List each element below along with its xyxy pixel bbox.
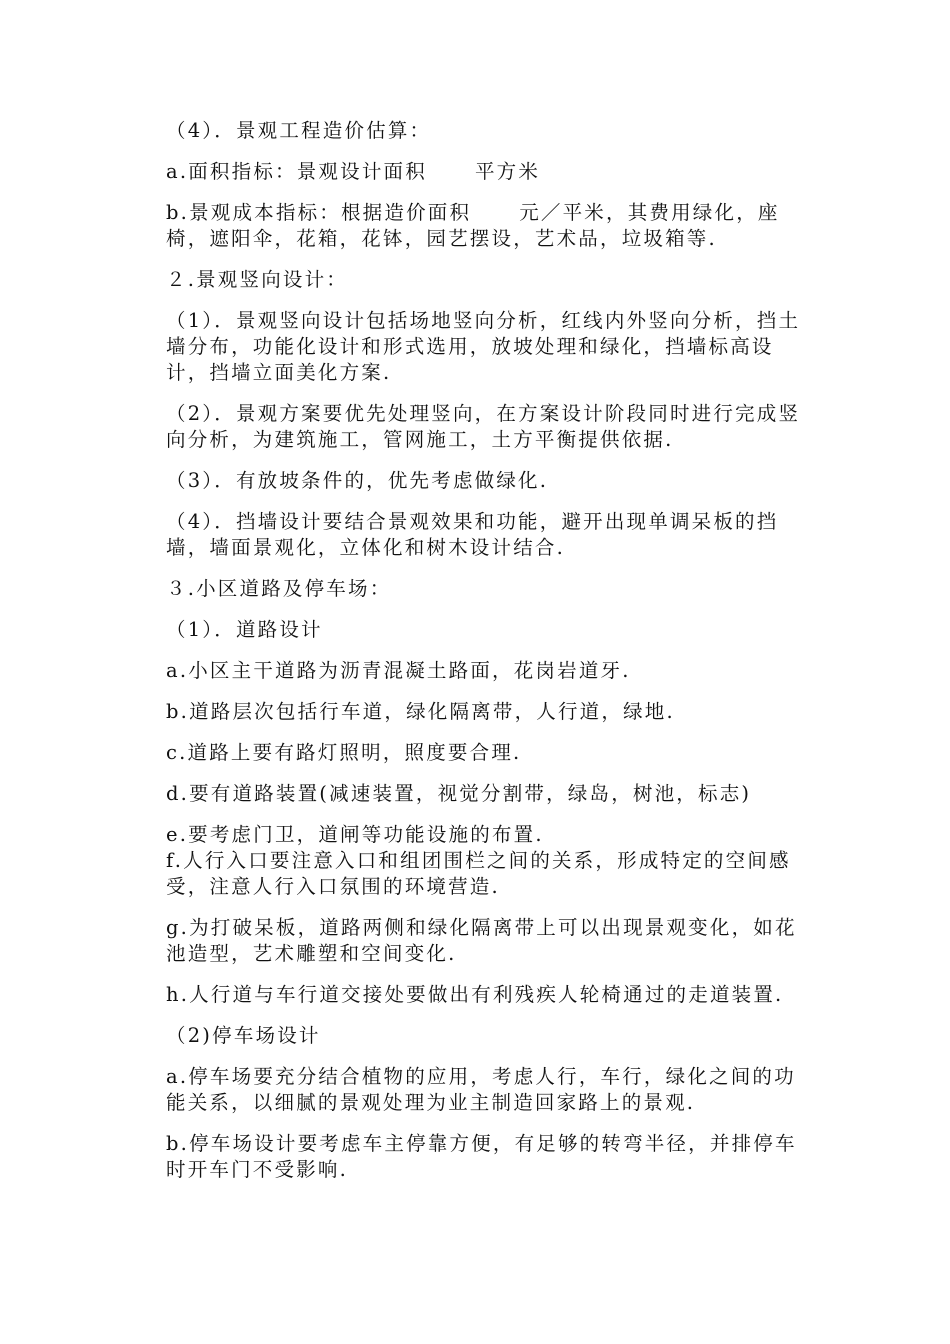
- paragraph: f.人行入口要注意入口和组团围栏之间的关系，形成特定的空间感受，注意人行入口氛围的环境营造.: [166, 849, 791, 898]
- paragraph: [166, 200, 806, 252]
- paragraph: （4）．景观工程造价估算：: [166, 119, 432, 142]
- paragraph: a.停车场要充分结合植物的应用，考虑人行，车行，绿化之间的功能关系，以细腻的景观处理为业主制造回家路上的景观.: [166, 1065, 796, 1114]
- paragraph: g.为打破呆板，道路两侧和绿化隔离带上可以出现景观变化，如花池造型，艺术雕塑和空间变化.: [166, 916, 797, 965]
- paragraph: d.要有道路装置(减速装置，视觉分割带，绿岛，树池，标志): [166, 782, 752, 805]
- paragraph: （2)停车场设计: [166, 1024, 321, 1047]
- paragraph: b.停车场设计要考虑车主停靠方便，有足够的转弯半径，并排停车时开车门不受影响.: [166, 1132, 797, 1181]
- paragraph: a.小区主干道路为沥青混凝土路面，花岗岩道牙.: [166, 659, 631, 682]
- paragraph: （3）．有放坡条件的，优先考虑做绿化.: [166, 469, 549, 492]
- paragraph: c.道路上要有路灯照明，照度要合理.: [166, 741, 522, 764]
- area-unit: 平方米: [474, 160, 541, 183]
- cost-rest: 元／平米，其费用绿化，座椅，遮阳伞，花箱，花钵，园艺摆设，艺术品，垃圾箱等.: [166, 201, 780, 250]
- section-heading: ３.小区道路及停车场：: [166, 577, 392, 600]
- section-heading: ２.景观竖向设计：: [166, 268, 348, 291]
- paragraph: [166, 159, 806, 185]
- paragraph: e.要考虑门卫，道闸等功能设施的布置.: [166, 823, 544, 846]
- paragraph: （1）．道路设计: [166, 618, 323, 641]
- paragraph: b.道路层次包括行车道，绿化隔离带，人行道，绿地.: [166, 700, 675, 723]
- paragraph: （4）．挡墙设计要结合景观效果和功能，避开出现单调呆板的挡墙，墙面景观化，立体化和树木设计结合.: [166, 510, 779, 559]
- cost-label: b.景观成本指标：根据造价面积: [166, 201, 472, 224]
- document-page: [166, 118, 806, 1198]
- area-label: a.面积指标：景观设计面积: [166, 160, 427, 183]
- paragraph: h.人行道与车行道交接处要做出有利残疾人轮椅通过的走道装置.: [166, 983, 784, 1006]
- paragraph: （1）．景观竖向设计包括场地竖向分析，红线内外竖向分析，挡土墙分布，功能化设计和形式选用，放坡处理和绿化，挡墙标高设计，挡墙立面美化方案.: [166, 309, 801, 384]
- paragraph: （2）．景观方案要优先处理竖向，在方案设计阶段同时进行完成竖向分析，为建筑施工，管网施工，土方平衡提供依据.: [166, 402, 801, 451]
